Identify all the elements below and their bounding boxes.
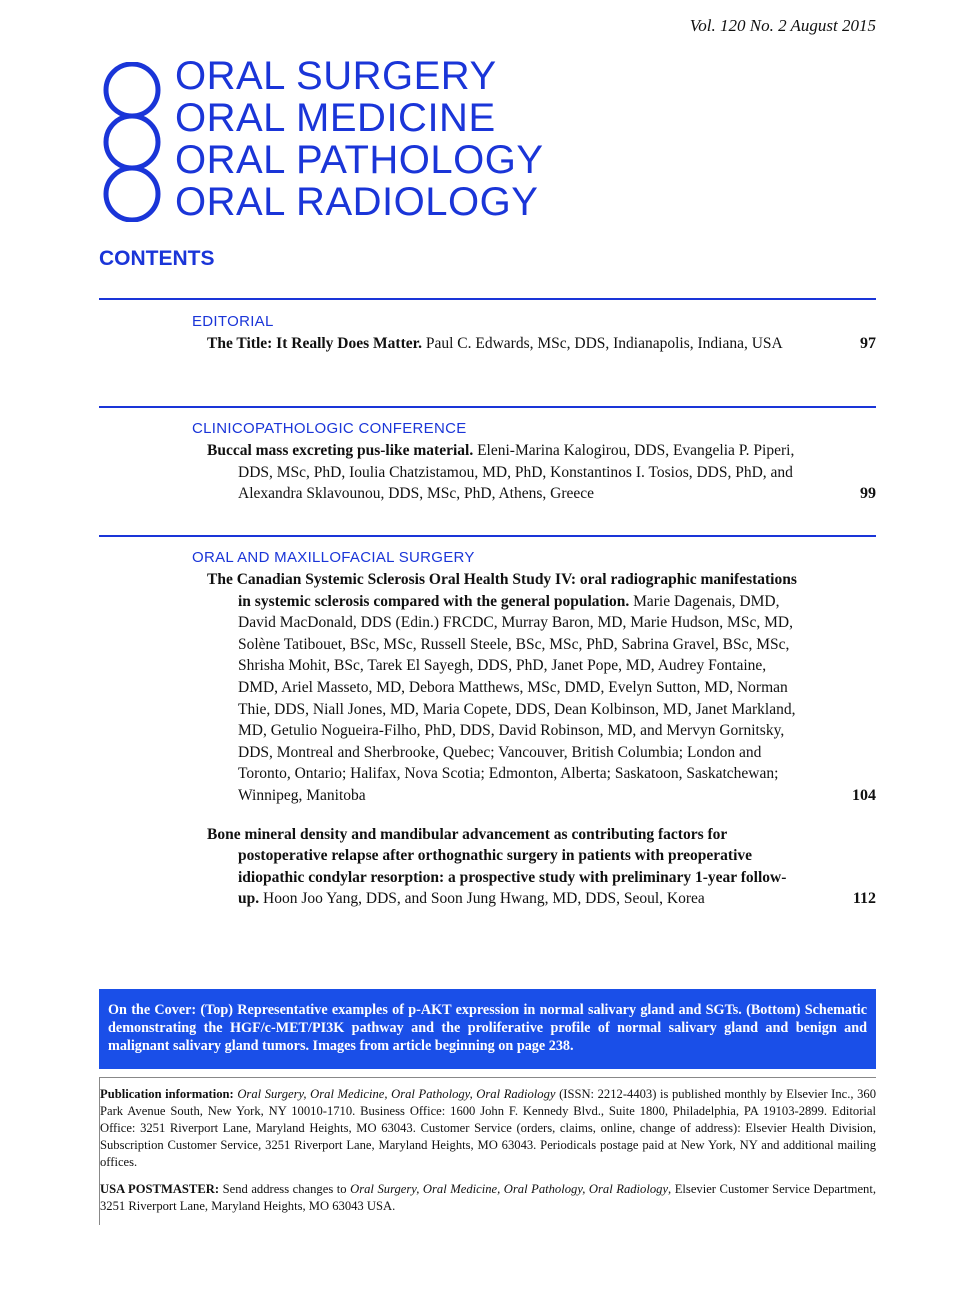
page-number: 112 (852, 890, 876, 908)
section-divider (99, 535, 876, 537)
article-title[interactable]: Bone mineral density and mandibular advancement as contributing factors for postoperative relapse after orthognathic surgery in patients with preoperative idiopathic condylar resorption: a prospective study with preliminary 1-year follow-up. (207, 825, 787, 908)
journal-title (175, 55, 544, 223)
article-authors: Marie Dagenais, DMD, David MacDonald, DDS (Edin.) FRCDC, Murray Baron, MD, Marie Hudson, MSc, MD, Solène Tatibouet, BSc, MSc, Russell Steele, BSc, MSc, PhD, Sabrina Gravel, BSc, MSc, Shrisha Mohit, BSc, Tarek El Sayegh, DDS, PhD, Janet Pope, MD, Audrey Fontaine, DMD, Ariel Masseto, MD, Debora Matthews, MSc, DMD, Evelyn Sutton, MD, Norman Thie, DDS, Niall Jones, MD, Maria Copete, DDS, Dean Kolbinson, MD, Janet Markland, MD, Getulio Nogueira-Filho, PhD, DDS, David Robinson, MD, and Mervyn Gornitsky, DDS, Montreal and Sherbrooke, Quebec; Vancouver, British Columbia; London and Toronto, Ontario; Halifax, Nova Scotia; Edmonton, Alberta; Saskatoon, Saskatchewan; Winnipeg, Manitoba (238, 592, 796, 804)
article-authors: Eleni-Marina Kalogirou, DDS, Evangelia P. Piperi, DDS, MSc, PhD, Ioulia Chatzistamou, MD, PhD, Konstantinos I. Tosios, DDS, PhD, and Alexandra Sklavounou, DDS, MSc, PhD, Athens, Greece (238, 442, 795, 503)
publication-info-paragraph (100, 1086, 876, 1171)
section-title: EDITORIAL (192, 313, 274, 330)
section-oral-maxillofacial (192, 549, 876, 910)
cover-note: On the Cover: (Top) Representative examples of p-AKT expression in normal salivary gland and SGTs. (Bottom) Schematic demonstrating the HGF/c-MET/PI3K pathway and the proliferative profile of normal salivary gland and benign and malignant salivary gland tumors. Images from article beginning on page 238. (99, 989, 876, 1069)
article-title[interactable]: The Canadian Systemic Sclerosis Oral Health Study IV: oral radiographic manifestations in systemic sclerosis compared with the general population. (207, 571, 797, 610)
postmaster-text: Send address changes to (222, 1182, 347, 1196)
journal-rings-logo (99, 62, 165, 222)
journal-title-line: ORAL PATHOLOGY (175, 138, 544, 182)
postmaster-label: USA POSTMASTER: (100, 1182, 220, 1196)
publication-info-text: (ISSN: 2212-4403) is published monthly by Elsevier Inc., 360 Park Avenue South, New York, NY 10010-1710. Business Office: 1600 John F. Kennedy Blvd., Suite 1800, Philadelphia, PA 19103-2899. Editorial Office: 3251 Riverport Lane, Maryland Heights, MO 63043. Customer Service (orders, claims, online, change of address): Elsevier Health Division, Subscription Customer Service, 3251 Riverport Lane, Maryland Heights, MO 63043. Periodicals postage paid at New York, NY and additional mailing offices. (100, 1087, 877, 1169)
journal-title-line: ORAL MEDICINE (175, 96, 496, 140)
page-number: 104 (852, 786, 876, 804)
section-divider (99, 406, 876, 408)
section-title: ORAL AND MAXILLOFACIAL SURGERY (192, 549, 475, 566)
page-number: 99 (860, 485, 876, 503)
toc-entry[interactable] (192, 440, 876, 505)
article-title[interactable]: Buccal mass excreting pus-like material. (207, 442, 474, 459)
page-number: 97 (860, 335, 876, 352)
toc-entry[interactable] (192, 333, 876, 355)
journal-title-line: ORAL RADIOLOGY (175, 180, 539, 224)
journal-name: Oral Surgery, Oral Medicine, Oral Pathology, Oral Radiology (237, 1087, 556, 1101)
section-clinicopathologic (192, 420, 876, 505)
contents-heading: CONTENTS (99, 247, 215, 270)
journal-title-line: ORAL SURGERY (175, 54, 497, 98)
publication-info-label: Publication information: (100, 1087, 234, 1101)
postmaster-text: , Elsevier Customer Service Department, 3251 Riverport Lane, Maryland Heights, MO 63043 USA. (100, 1182, 876, 1213)
issue-info: Vol. 120 No. 2 August 2015 (689, 16, 876, 35)
journal-name: Oral Surgery, Oral Medicine, Oral Pathology, Oral Radiology (350, 1182, 669, 1196)
postmaster-paragraph (100, 1181, 876, 1215)
article-title[interactable]: The Title: It Really Does Matter. (207, 335, 422, 352)
toc-entry[interactable] (192, 824, 876, 910)
publication-information (99, 1077, 876, 1225)
section-editorial (192, 313, 876, 355)
toc-entry[interactable] (192, 569, 876, 807)
section-title: CLINICOPATHOLOGIC CONFERENCE (192, 420, 467, 437)
article-authors: Hoon Joo Yang, DDS, and Soon Jung Hwang, MD, DDS, Seoul, Korea (263, 890, 705, 908)
section-divider (99, 298, 876, 300)
article-authors: Paul C. Edwards, MSc, DDS, Indianapolis, Indiana, USA (425, 335, 783, 352)
